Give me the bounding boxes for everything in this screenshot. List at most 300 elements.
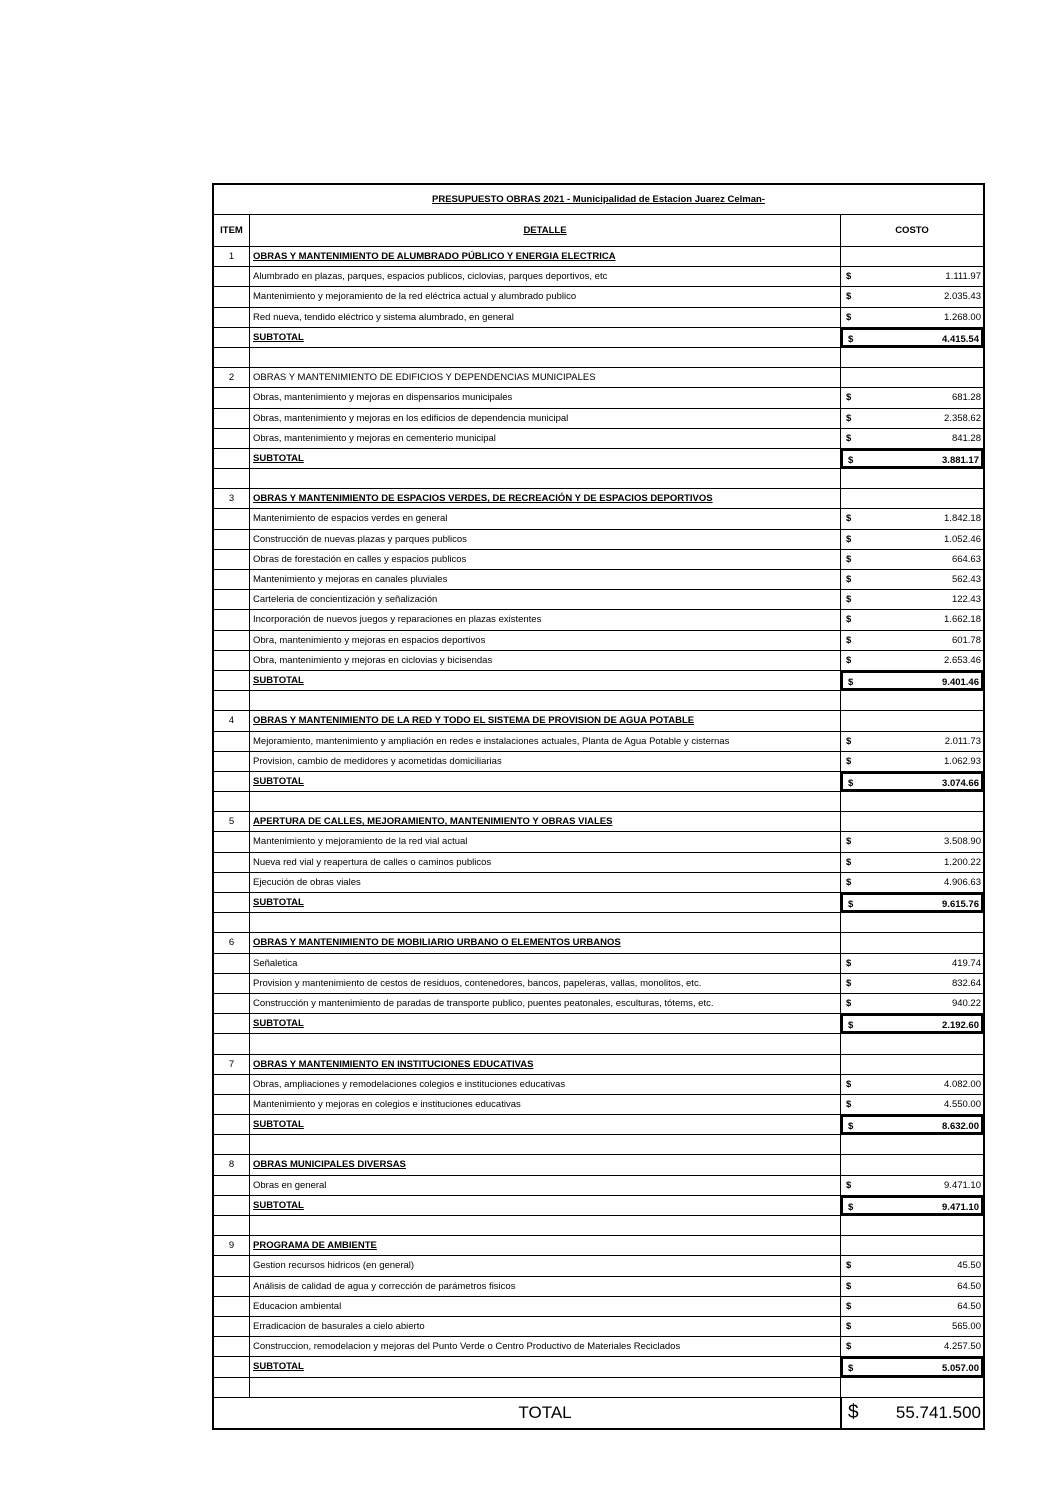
- section-cost-empty: [841, 247, 983, 266]
- row-costo: 1.111.97: [945, 271, 981, 283]
- row-costo: 565.00: [951, 1320, 981, 1332]
- row-costo: 1.268.00: [944, 311, 981, 323]
- row-detalle: Construccion, remodelacion y mejoras del Punto Verde o Centro Productivo de Materiales Reciclados: [250, 1337, 841, 1356]
- subtotal-amount: 9.401.46: [942, 676, 979, 688]
- section-cost-empty: [841, 368, 983, 387]
- currency-symbol: $: [846, 836, 852, 848]
- row-costo: 841.28: [951, 432, 981, 444]
- currency-symbol: $: [846, 291, 852, 303]
- row-costo: 1.842.18: [944, 513, 981, 525]
- subtotal-label: SUBTOTAL: [250, 328, 841, 347]
- row-detalle: Obras en general: [250, 1176, 841, 1195]
- blank-cell: [214, 469, 250, 488]
- blank-cell: [841, 1135, 983, 1154]
- header-row: [214, 215, 983, 247]
- blank-row: [214, 691, 983, 711]
- blank-cell: [214, 792, 250, 811]
- item-empty: [214, 1317, 250, 1336]
- row-costo: 681.28: [951, 392, 981, 404]
- currency-symbol: $: [846, 533, 852, 545]
- table-row: [214, 1075, 983, 1095]
- currency-symbol: $: [848, 777, 854, 789]
- table-row: [214, 853, 983, 873]
- currency-symbol: $: [846, 997, 852, 1009]
- table-row: [214, 610, 983, 630]
- blank-cell: [214, 1216, 250, 1235]
- item-empty: [214, 671, 250, 690]
- section-item-number: 1: [214, 247, 250, 266]
- subtotal-cell: [841, 1357, 983, 1376]
- section-title: OBRAS Y MANTENIMIENTO DE MOBILIARIO URBANO O ELEMENTOS URBANOS: [250, 933, 841, 952]
- blank-row: [214, 1034, 983, 1054]
- item-empty: [214, 328, 250, 347]
- subtotal-row: [214, 449, 983, 469]
- section-header-row: [214, 489, 983, 509]
- table-row: [214, 631, 983, 651]
- row-costo: 2.358.62: [944, 412, 981, 424]
- section-item-number: 9: [214, 1236, 250, 1255]
- table-body: [214, 247, 983, 1398]
- row-costo-cell: [841, 550, 983, 569]
- section-cost-empty: [841, 1155, 983, 1174]
- item-empty: [214, 308, 250, 327]
- row-detalle: Obras, ampliaciones y remodelaciones colegios e instituciones educativas: [250, 1075, 841, 1094]
- blank-cell: [841, 469, 983, 488]
- row-costo-cell: [841, 429, 983, 448]
- currency-symbol: $: [846, 1179, 852, 1191]
- table-row: [214, 1317, 983, 1337]
- total-row: [214, 1398, 983, 1428]
- section-header-row: [214, 247, 983, 267]
- subtotal-amount: 4.415.54: [942, 333, 979, 345]
- row-costo-cell: [841, 1176, 983, 1195]
- currency-symbol: $: [848, 899, 854, 910]
- blank-cell: [250, 691, 841, 710]
- row-costo: 122.43: [951, 594, 981, 606]
- row-costo: 1.052.46: [944, 533, 981, 545]
- subtotal-amount: 9.471.10: [942, 1201, 979, 1213]
- subtotal-row: [214, 1196, 983, 1216]
- table-row: [214, 1256, 983, 1276]
- section-title: APERTURA DE CALLES, MEJORAMIENTO, MANTENIMIENTO Y OBRAS VIALES: [250, 812, 841, 831]
- row-costo: 2.653.46: [944, 654, 981, 666]
- table-row: [214, 974, 983, 994]
- currency-symbol: $: [846, 876, 852, 888]
- subtotal-amount: 3.074.66: [942, 777, 979, 789]
- blank-cell: [214, 691, 250, 710]
- row-costo-cell: [841, 1095, 983, 1114]
- row-detalle: Mantenimiento y mejoras en canales pluviales: [250, 570, 841, 589]
- table-row: [214, 409, 983, 429]
- subtotal-cell: [841, 671, 983, 690]
- row-detalle: Carteleria de concientización y señalización: [250, 590, 841, 609]
- item-empty: [214, 287, 250, 306]
- row-detalle: Mantenimiento y mejoramiento de la red vial actual: [250, 832, 841, 851]
- row-costo: 601.78: [951, 634, 981, 646]
- subtotal-row: [214, 1115, 983, 1135]
- blank-cell: [250, 1378, 841, 1397]
- blank-row: [214, 348, 983, 368]
- item-empty: [214, 954, 250, 973]
- section-item-number: 3: [214, 489, 250, 508]
- subtotal-label: SUBTOTAL: [250, 1115, 841, 1134]
- section-header-row: [214, 1236, 983, 1256]
- blank-cell: [250, 1216, 841, 1235]
- total-currency: $: [848, 1401, 859, 1423]
- subtotal-label: SUBTOTAL: [250, 1014, 841, 1033]
- blank-cell: [250, 913, 841, 932]
- row-detalle: Incorporación de nuevos juegos y reparaciones en plazas existentes: [250, 610, 841, 629]
- item-empty: [214, 1115, 250, 1134]
- header-costo: COSTO: [895, 225, 929, 236]
- row-costo: 4.082.00: [944, 1078, 981, 1090]
- section-title: OBRAS Y MANTENIMIENTO DE ALUMBRADO PÚBLICO Y ENERGIA ELECTRICA: [250, 247, 841, 266]
- subtotal-amount: 9.615.76: [942, 899, 979, 910]
- item-empty: [214, 772, 250, 791]
- currency-symbol: $: [846, 432, 852, 444]
- row-costo-cell: [841, 509, 983, 528]
- currency-symbol: $: [846, 271, 852, 283]
- row-costo: 45.50: [957, 1260, 981, 1272]
- blank-cell: [841, 691, 983, 710]
- row-detalle: Provision y mantenimiento de cestos de residuos, contenedores, bancos, papeleras, vallas, monolitos, etc.: [250, 974, 841, 993]
- subtotal-cell: [841, 1115, 983, 1134]
- currency-symbol: $: [846, 1300, 852, 1312]
- item-empty: [214, 732, 250, 751]
- table-row: [214, 832, 983, 852]
- row-costo-cell: [841, 631, 983, 650]
- currency-symbol: $: [846, 614, 852, 626]
- table-row: [214, 267, 983, 287]
- section-cost-empty: [841, 1055, 983, 1074]
- section-title: OBRAS Y MANTENIMIENTO DE LA RED Y TODO EL SISTEMA DE PROVISION DE AGUA POTABLE: [250, 711, 841, 730]
- row-costo: 832.64: [951, 977, 981, 989]
- row-costo-cell: [841, 1256, 983, 1275]
- blank-cell: [214, 1135, 250, 1154]
- currency-symbol: $: [846, 977, 852, 989]
- table-row: [214, 590, 983, 610]
- section-header-row: [214, 1055, 983, 1075]
- table-row: [214, 1095, 983, 1115]
- subtotal-row: [214, 893, 983, 913]
- table-row: [214, 873, 983, 893]
- currency-symbol: $: [846, 311, 852, 323]
- subtotal-cell: [841, 893, 983, 912]
- blank-cell: [841, 1216, 983, 1235]
- currency-symbol: $: [846, 755, 852, 767]
- table-row: [214, 287, 983, 307]
- section-cost-empty: [841, 1236, 983, 1255]
- row-costo: 4.257.50: [944, 1341, 981, 1353]
- table-row: [214, 651, 983, 671]
- row-detalle: Mantenimiento y mejoramiento de la red eléctrica actual y alumbrado publico: [250, 287, 841, 306]
- row-costo: 419.74: [951, 957, 981, 969]
- table-row: [214, 732, 983, 752]
- row-detalle: Ejecución de obras viales: [250, 873, 841, 892]
- section-cost-empty: [841, 711, 983, 730]
- total-cell: [842, 1398, 983, 1428]
- subtotal-amount: 8.632.00: [942, 1121, 979, 1133]
- blank-row: [214, 1135, 983, 1155]
- section-cost-empty: [841, 933, 983, 952]
- row-costo-cell: [841, 610, 983, 629]
- row-detalle: Obras, mantenimiento y mejoras en los edificios de dependencia municipal: [250, 409, 841, 428]
- item-empty: [214, 1196, 250, 1215]
- row-detalle: Construcción de nuevas plazas y parques publicos: [250, 530, 841, 549]
- item-empty: [214, 267, 250, 286]
- item-empty: [214, 752, 250, 771]
- section-header-row: [214, 1155, 983, 1175]
- row-costo-cell: [841, 1297, 983, 1316]
- subtotal-label: SUBTOTAL: [250, 772, 841, 791]
- row-detalle: Señaletica: [250, 954, 841, 973]
- section-title: OBRAS Y MANTENIMIENTO DE ESPACIOS VERDES, DE RECREACIÓN Y DE ESPACIOS DEPORTIVOS: [250, 489, 841, 508]
- row-costo: 940.22: [951, 997, 981, 1009]
- currency-symbol: $: [846, 513, 852, 525]
- item-empty: [214, 590, 250, 609]
- item-empty: [214, 1277, 250, 1296]
- currency-symbol: $: [846, 1341, 852, 1353]
- subtotal-row: [214, 671, 983, 691]
- currency-symbol: $: [848, 333, 854, 345]
- row-detalle: Obra, mantenimiento y mejoras en ciclovias y bicisendas: [250, 651, 841, 670]
- row-costo: 4.550.00: [944, 1098, 981, 1110]
- subtotal-amount: 2.192.60: [942, 1020, 979, 1032]
- row-detalle: Provision, cambio de medidores y acometidas domiciliarias: [250, 752, 841, 771]
- row-detalle: Mejoramiento, mantenimiento y ampliación en redes e instalaciones actuales, Planta de Agua Potable y cisternas: [250, 732, 841, 751]
- currency-symbol: $: [846, 412, 852, 424]
- row-costo: 64.50: [957, 1280, 981, 1292]
- header-item: ITEM: [214, 215, 250, 246]
- item-empty: [214, 631, 250, 650]
- item-empty: [214, 873, 250, 892]
- subtotal-cell: [841, 772, 983, 791]
- subtotal-amount: 5.057.00: [942, 1363, 979, 1375]
- row-detalle: Mantenimiento de espacios verdes en general: [250, 509, 841, 528]
- item-empty: [214, 530, 250, 549]
- item-empty: [214, 409, 250, 428]
- item-empty: [214, 1357, 250, 1376]
- row-costo-cell: [841, 954, 983, 973]
- row-costo-cell: [841, 651, 983, 670]
- table-row: [214, 1176, 983, 1196]
- blank-cell: [250, 1034, 841, 1053]
- blank-cell: [841, 913, 983, 932]
- row-costo-cell: [841, 388, 983, 407]
- section-header-row: [214, 368, 983, 388]
- row-costo-cell: [841, 873, 983, 892]
- subtotal-cell: [841, 328, 983, 347]
- row-costo: 1.062.93: [944, 755, 981, 767]
- row-costo-cell: [841, 287, 983, 306]
- row-costo: 1.662.18: [944, 614, 981, 626]
- blank-cell: [250, 1135, 841, 1154]
- currency-symbol: $: [846, 957, 852, 969]
- currency-symbol: $: [848, 454, 854, 466]
- total-label: TOTAL: [250, 1398, 842, 1428]
- table-row: [214, 1297, 983, 1317]
- item-empty: [214, 610, 250, 629]
- row-costo: 9.471.10: [944, 1179, 981, 1191]
- row-detalle: Obras de forestación en calles y espacios publicos: [250, 550, 841, 569]
- row-costo-cell: [841, 974, 983, 993]
- section-title: OBRAS Y MANTENIMIENTO DE EDIFICIOS Y DEPENDENCIAS MUNICIPALES: [250, 368, 841, 387]
- blank-row: [214, 1216, 983, 1236]
- row-costo-cell: [841, 308, 983, 327]
- section-title: OBRAS Y MANTENIMIENTO EN INSTITUCIONES EDUCATIVAS: [250, 1055, 841, 1074]
- table-row: [214, 388, 983, 408]
- item-empty: [214, 570, 250, 589]
- table-row: [214, 550, 983, 570]
- row-costo-cell: [841, 530, 983, 549]
- currency-symbol: $: [846, 574, 852, 585]
- currency-symbol: $: [848, 1363, 854, 1375]
- currency-symbol: $: [848, 1020, 854, 1032]
- row-detalle: Educacion ambiental: [250, 1297, 841, 1316]
- row-costo-cell: [841, 570, 983, 589]
- item-empty: [214, 1095, 250, 1114]
- row-costo: 64.50: [957, 1300, 981, 1312]
- blank-cell: [214, 1378, 250, 1397]
- section-header-row: [214, 933, 983, 953]
- row-costo-cell: [841, 1075, 983, 1094]
- subtotal-amount: 3.881.17: [942, 454, 979, 466]
- item-empty: [214, 1256, 250, 1275]
- item-empty: [214, 1337, 250, 1356]
- section-item-number: 5: [214, 812, 250, 831]
- subtotal-label: SUBTOTAL: [250, 1196, 841, 1215]
- blank-cell: [250, 792, 841, 811]
- row-costo: 664.63: [951, 553, 981, 565]
- item-empty: [214, 449, 250, 468]
- section-item-number: 7: [214, 1055, 250, 1074]
- currency-symbol: $: [846, 594, 852, 606]
- subtotal-label: SUBTOTAL: [250, 893, 841, 912]
- row-detalle: Mantenimiento y mejoras en colegios e instituciones educativas: [250, 1095, 841, 1114]
- subtotal-row: [214, 1357, 983, 1377]
- section-header-row: [214, 711, 983, 731]
- section-item-number: 6: [214, 933, 250, 952]
- table-row: [214, 1277, 983, 1297]
- currency-symbol: $: [848, 1201, 854, 1213]
- row-detalle: Construcción y mantenimiento de paradas de transporte publico, puentes peatonales, esculturas, tótems, etc.: [250, 994, 841, 1013]
- currency-symbol: $: [846, 553, 852, 565]
- row-costo-cell: [841, 994, 983, 1013]
- section-title: PROGRAMA DE AMBIENTE: [250, 1236, 841, 1255]
- table-row: [214, 752, 983, 772]
- subtotal-cell: [841, 1196, 983, 1215]
- blank-cell: [214, 913, 250, 932]
- blank-cell: [841, 792, 983, 811]
- subtotal-label: SUBTOTAL: [250, 1357, 841, 1376]
- currency-symbol: $: [846, 1098, 852, 1110]
- currency-symbol: $: [846, 1280, 852, 1292]
- row-costo-cell: [841, 832, 983, 851]
- currency-symbol: $: [848, 1121, 854, 1133]
- row-costo: 2.011.73: [944, 735, 981, 747]
- row-costo-cell: [841, 1277, 983, 1296]
- section-title: OBRAS MUNICIPALES DIVERSAS: [250, 1155, 841, 1174]
- section-item-number: 2: [214, 368, 250, 387]
- blank-row: [214, 469, 983, 489]
- item-empty: [214, 853, 250, 872]
- total-spacer: [214, 1398, 250, 1428]
- item-empty: [214, 388, 250, 407]
- row-costo-cell: [841, 752, 983, 771]
- item-empty: [214, 509, 250, 528]
- subtotal-row: [214, 1014, 983, 1034]
- row-detalle: Obra, mantenimiento y mejoras en espacios deportivos: [250, 631, 841, 650]
- subtotal-cell: [841, 1014, 983, 1033]
- row-costo-cell: [841, 409, 983, 428]
- item-empty: [214, 550, 250, 569]
- currency-symbol: $: [848, 676, 854, 688]
- row-costo: 1.200.22: [944, 856, 981, 868]
- section-cost-empty: [841, 812, 983, 831]
- subtotal-label: SUBTOTAL: [250, 671, 841, 690]
- row-costo-cell: [841, 732, 983, 751]
- row-costo: 3.508.90: [944, 836, 981, 848]
- item-empty: [214, 1297, 250, 1316]
- section-cost-empty: [841, 489, 983, 508]
- table-row: [214, 954, 983, 974]
- currency-symbol: $: [846, 634, 852, 646]
- table-row: [214, 1337, 983, 1357]
- row-detalle: Análisis de calidad de agua y corrección de parámetros fisicos: [250, 1277, 841, 1296]
- row-costo-cell: [841, 1317, 983, 1336]
- blank-row: [214, 792, 983, 812]
- currency-symbol: $: [846, 856, 852, 868]
- row-costo-cell: [841, 267, 983, 286]
- subtotal-row: [214, 772, 983, 792]
- header-detalle: DETALLE: [250, 215, 841, 246]
- section-item-number: 8: [214, 1155, 250, 1174]
- currency-symbol: $: [846, 1320, 852, 1332]
- currency-symbol: $: [846, 654, 852, 666]
- row-costo: 4.906.63: [944, 876, 981, 888]
- row-detalle: Erradicacion de basurales a cielo abierto: [250, 1317, 841, 1336]
- table-row: [214, 429, 983, 449]
- blank-cell: [250, 469, 841, 488]
- blank-row: [214, 1378, 983, 1398]
- currency-symbol: $: [846, 735, 852, 747]
- row-costo-cell: [841, 853, 983, 872]
- table-title: PRESUPUESTO OBRAS 2021 - Municipalidad de Estacion Juarez Celman-: [214, 185, 983, 215]
- item-empty: [214, 429, 250, 448]
- currency-symbol: $: [846, 1260, 852, 1272]
- currency-symbol: $: [846, 1078, 852, 1090]
- table-row: [214, 994, 983, 1014]
- row-costo-cell: [841, 590, 983, 609]
- blank-cell: [841, 1378, 983, 1397]
- blank-cell: [250, 348, 841, 367]
- table-row: [214, 308, 983, 328]
- blank-cell: [841, 1034, 983, 1053]
- item-empty: [214, 1075, 250, 1094]
- blank-row: [214, 913, 983, 933]
- budget-table: [212, 183, 985, 1430]
- row-detalle: Alumbrado en plazas, parques, espacios publicos, ciclovias, parques deportivos, etc: [250, 267, 841, 286]
- row-costo-cell: [841, 1337, 983, 1356]
- section-header-row: [214, 812, 983, 832]
- item-empty: [214, 893, 250, 912]
- item-empty: [214, 832, 250, 851]
- blank-cell: [841, 348, 983, 367]
- row-detalle: Nueva red vial y reapertura de calles o caminos publicos: [250, 853, 841, 872]
- row-detalle: Red nueva, tendido eléctrico y sistema alumbrado, en general: [250, 308, 841, 327]
- row-detalle: Gestion recursos hidricos (en general): [250, 1256, 841, 1275]
- subtotal-row: [214, 328, 983, 348]
